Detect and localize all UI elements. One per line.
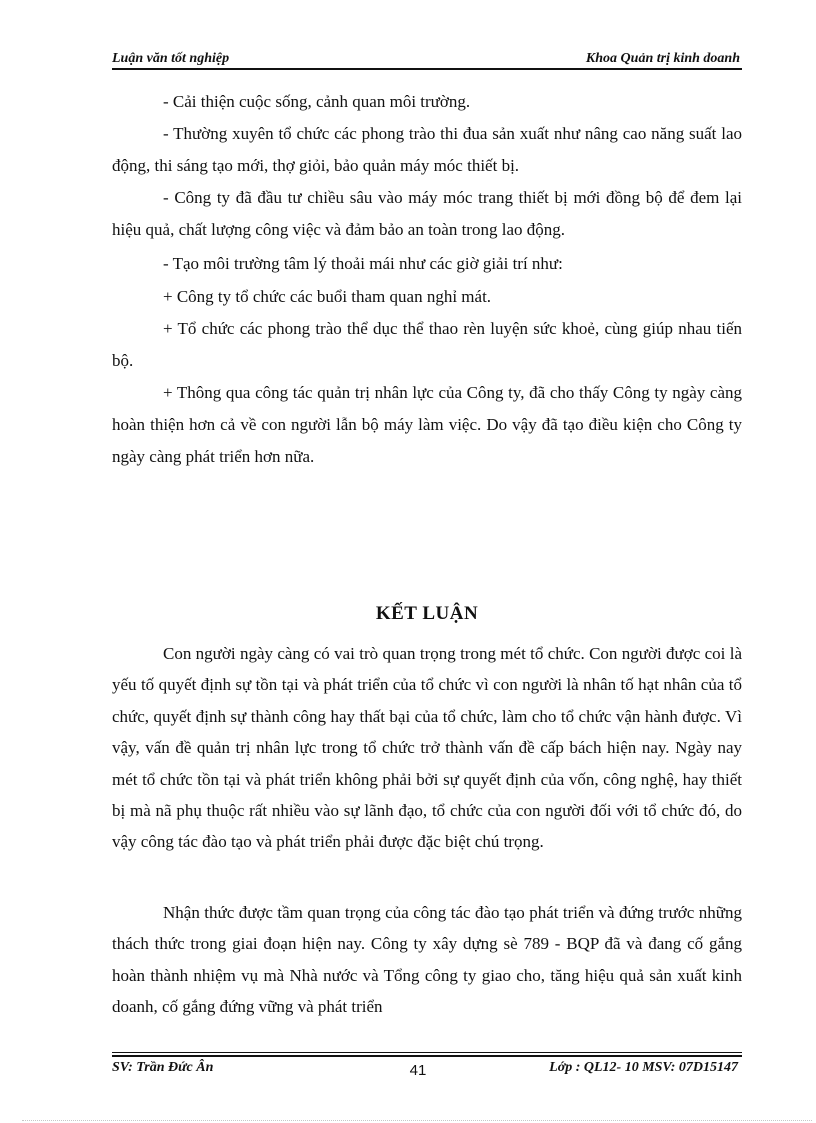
conclusion-paragraph: Con người ngày càng có vai trò quan trọng trong mét tổ chức. Con người được coi là yếu tố quyết định sự tồn tại và phát triển của tổ chức vì con người là nhân tố hạt nhân của tổ chức, quyết định sự thành công hay thất bại của tổ chức, làm cho tổ chức vận hành được. Vì vậy, vấn đề quản trị nhân lực trong tổ chức trở thành vấn đề cấp bách hiện nay. Ngày nay mét tổ chức tồn tại và phát triển không phải bởi sự quyết định của vốn, công nghệ, hay thiết bị mà nã phụ thuộc rất nhiều vào sự lãnh đạo, tổ chức của con người đối với tổ chức đó, do vậy công tác đào tạo và phát triển phải được đặc biệt chú trọng. [112, 644, 742, 852]
page-number: 41 [409, 1062, 427, 1079]
conclusion-heading: KẾT LUẬN [375, 603, 479, 624]
page-header [112, 48, 742, 70]
body-paragraph: - Tạo môi trường tâm lý thoải mái như các giờ giải trí như: [163, 254, 563, 273]
body-paragraph: + Công ty tổ chức các buổi tham quan nghỉ mát. [163, 287, 492, 306]
body-paragraph: + Tổ chức các phong trào thể dục thể thao rèn luyện sức khoẻ, cùng giúp nhau tiến bộ. [112, 319, 742, 370]
footer-class-info: Lớp : QL12- 10 MSV: 07D15147 [549, 1060, 738, 1075]
page-edge [22, 1120, 812, 1121]
body-paragraph: - Thường xuyên tổ chức các phong trào thi đua sản xuất như nâng cao năng suất lao động, thi sáng tạo mới, thợ giỏi, bảo quản máy móc thiết bị. [112, 124, 742, 175]
conclusion-paragraph: Nhận thức được tầm quan trọng của công tác đào tạo phát triển và đứng trước những thách thức trong giai đoạn hiện nay. Công ty xây dựng sè 789 - BQP đã và đang cố gắng hoàn thành nhiệm vụ mà Nhà nước và Tổng công ty giao cho, tăng hiệu quả sản xuất kinh doanh, cố gắng đứng vững và phát triển [112, 903, 742, 1017]
header-faculty-label: Khoa Quản trị kinh doanh [585, 51, 740, 66]
header-rule [112, 68, 742, 70]
footer-student-name: SV: Trần Đức Ân [112, 1060, 214, 1075]
footer-rule-thick [112, 1055, 742, 1057]
footer-rule [112, 1052, 742, 1053]
header-thesis-label: Luận văn tốt nghiệp [112, 51, 230, 66]
body-paragraph: - Cải thiện cuộc sống, cảnh quan môi trường. [163, 92, 471, 111]
body-paragraph: - Công ty đã đầu tư chiều sâu vào máy móc trang thiết bị mới đồng bộ để đem lại hiệu quả, chất lượng công việc và đảm bảo an toàn trong lao động. [112, 188, 742, 239]
body-paragraph: + Thông qua công tác quản trị nhân lực của Công ty, đã cho thấy Công ty ngày càng hoàn thiện hơn cả về con người lẫn bộ máy làm việc. Do vậy đã tạo điều kiện cho Công ty ngày càng phát triển hơn nữa. [112, 383, 742, 466]
